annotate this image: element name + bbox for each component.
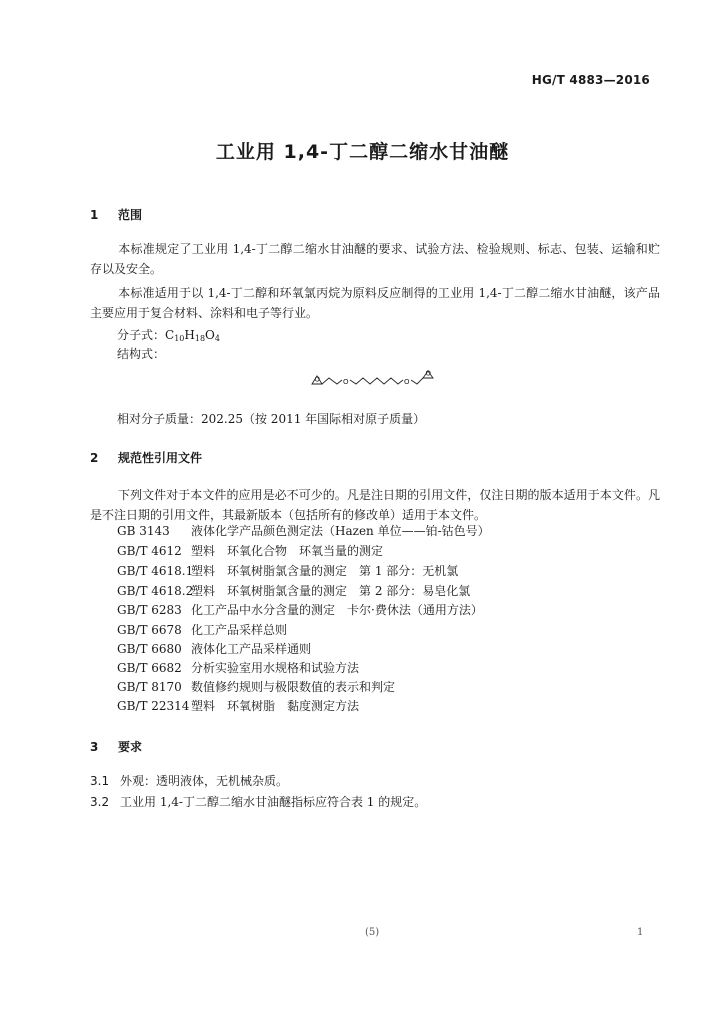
section-2-intro-text: 下列文件对于本文件的应用是必不可少的。凡是注日期的引用文件，仅注日期的版本适用于本文件。凡是不注日期的引用文件，其最新版本（包括所有的修改单）适用于本文件。	[90, 488, 660, 522]
section-1-para-1	[90, 239, 660, 279]
reference-title: 分析实验室用水规格和试验方法	[191, 661, 360, 675]
section-1-heading	[90, 206, 142, 223]
section-1-title: 范围	[118, 208, 143, 222]
structural-formula-diagram	[306, 364, 440, 392]
footer-page-marker: (5)	[365, 927, 380, 938]
reference-code: GB/T 6678	[117, 623, 182, 637]
section-2-title: 规范性引用文件	[118, 451, 203, 465]
requirement-text: 工业用 1,4-丁二醇二缩水甘油醚指标应符合表 1 的规定。	[120, 795, 427, 809]
reference-code: GB/T 6680	[117, 642, 182, 656]
reference-item	[117, 640, 311, 657]
reference-item	[117, 601, 483, 618]
reference-item	[117, 659, 359, 676]
molar-mass: 相对分子质量：202.25（按 2011 年国际相对原子质量）	[117, 412, 426, 426]
reference-title: 液体化工产品采样通则	[191, 642, 312, 656]
section-2-number: 2	[90, 451, 99, 465]
requirement-item	[90, 793, 426, 810]
reference-code: GB 3143	[117, 524, 170, 538]
reference-title: 塑料 环氧化合物 环氧当量的测定	[191, 544, 384, 558]
formula-o: O	[205, 328, 215, 342]
reference-code: GB/T 22314	[117, 699, 190, 713]
section-2-heading	[90, 449, 202, 466]
reference-item	[117, 697, 359, 714]
document-title: 工业用 1,4-丁二醇二缩水甘油醚	[215, 141, 510, 163]
formula-c-sub: 10	[174, 334, 185, 343]
formula-label: 分子式：	[117, 328, 166, 342]
left-ether-oxygen: O	[343, 378, 349, 386]
formula-h-sub: 18	[194, 334, 206, 343]
reference-title: 塑料 环氧树脂氯含量的测定 第 2 部分：易皂化氯	[191, 584, 471, 598]
reference-code: GB/T 4612	[117, 544, 182, 558]
reference-code: GB/T 6682	[117, 661, 182, 675]
reference-title: 液体化学产品颜色测定法（Hazen 单位——铂-钴色号）	[191, 524, 490, 538]
section-1-number: 1	[90, 208, 99, 222]
reference-item	[117, 621, 287, 638]
formula-o-sub: 4	[214, 334, 220, 343]
formula-c: C	[165, 328, 175, 342]
formula-h: H	[184, 328, 195, 342]
section-1-para-2-text: 本标准适用于以 1,4-丁二醇和环氧氯丙烷为原料反应制得的工业用 1,4-丁二醇二缩水甘油醚，该产品主要应用于复合材料、涂料和电子等行业。	[90, 286, 660, 320]
section-1-para-1-text: 本标准规定了工业用 1,4-丁二醇二缩水甘油醚的要求、试验方法、检验规则、标志、包装、运输和贮存以及安全。	[90, 242, 660, 276]
reference-item	[117, 542, 383, 559]
section-3-title: 要求	[118, 740, 143, 754]
reference-title: 塑料 环氧树脂氯含量的测定 第 1 部分：无机氯	[191, 564, 459, 578]
right-epoxide-oxygen: O	[425, 369, 432, 378]
reference-title: 化工产品采样总则	[191, 623, 288, 637]
footer-page-number: 1	[637, 927, 644, 938]
reference-item	[117, 562, 458, 579]
reference-code: GB/T 8170	[117, 680, 182, 694]
section-3-heading	[90, 738, 142, 755]
section-2-intro	[90, 485, 660, 525]
right-chain	[411, 378, 423, 384]
left-epoxide-oxygen: O	[314, 375, 321, 384]
reference-item	[117, 678, 395, 695]
middle-chain	[350, 378, 403, 384]
reference-item	[117, 582, 470, 599]
molecular-formula	[117, 326, 220, 343]
left-chain	[322, 378, 342, 384]
standard-code: HG/T 4883—2016	[531, 73, 650, 87]
requirement-text: 外观：透明液体，无机械杂质。	[120, 774, 289, 788]
reference-item	[117, 522, 490, 539]
reference-title: 化工产品中水分含量的测定 卡尔·费休法（通用方法）	[191, 603, 483, 617]
section-3-number: 3	[90, 740, 99, 754]
requirement-number: 3.2	[90, 795, 110, 809]
reference-title: 塑料 环氧树脂 黏度测定方法	[191, 699, 360, 713]
reference-title: 数值修约规则与极限数值的表示和判定	[191, 680, 396, 694]
section-1-para-2	[90, 283, 660, 323]
reference-code: GB/T 4618.1	[117, 564, 194, 578]
reference-code: GB/T 4618.2	[117, 584, 194, 598]
reference-code: GB/T 6283	[117, 603, 182, 617]
requirement-number: 3.1	[90, 774, 110, 788]
right-ether-oxygen: O	[404, 378, 410, 386]
structural-formula-label: 结构式：	[117, 347, 166, 361]
requirement-item	[90, 772, 288, 789]
